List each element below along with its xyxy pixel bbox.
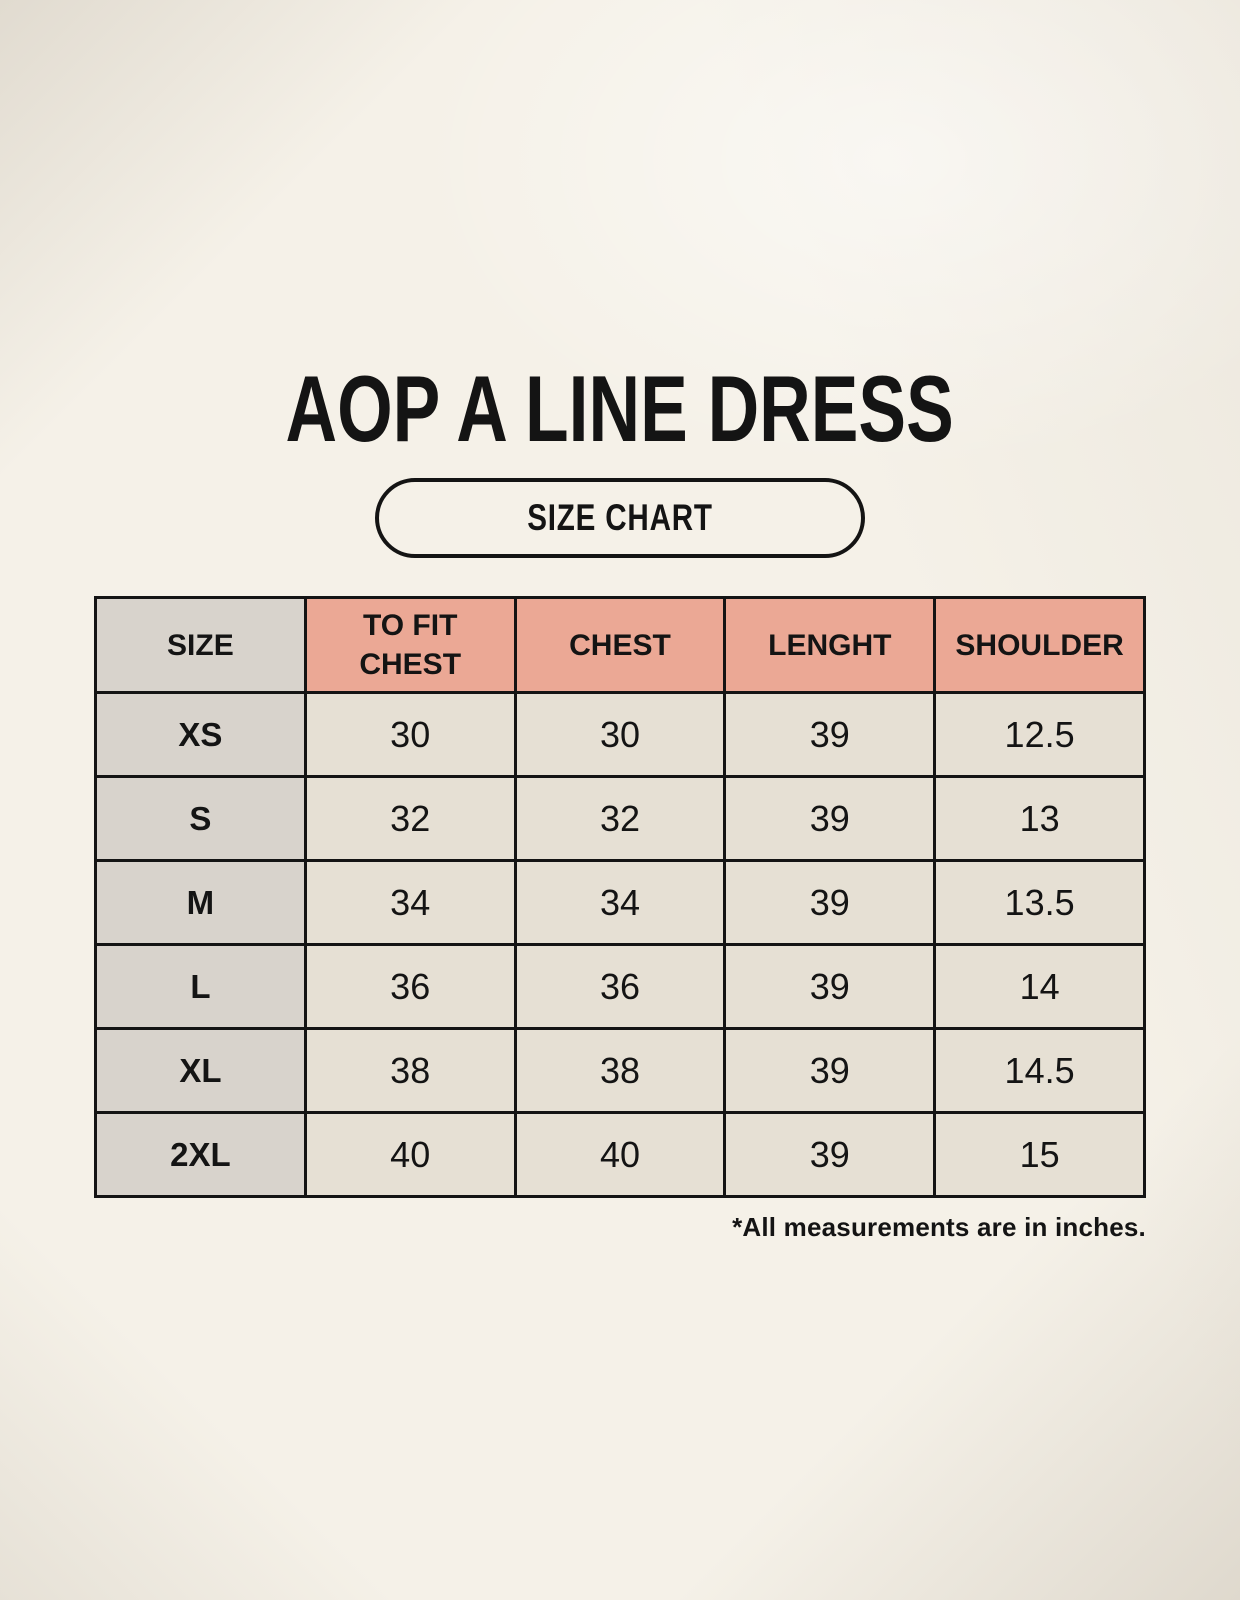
cell-value: 13.5 [935, 861, 1145, 945]
cell-value: 30 [515, 693, 725, 777]
cell-value: 36 [515, 945, 725, 1029]
cell-value: 13 [935, 777, 1145, 861]
table-row-2xl [96, 1113, 1145, 1197]
column-header-to-fit-chest: TO FIT CHEST [305, 598, 515, 693]
column-header-shoulder: SHOULDER [935, 598, 1145, 693]
table-header-row [96, 598, 1145, 693]
cell-value: 32 [305, 777, 515, 861]
size-chart-table [94, 596, 1146, 1198]
cell-value: 32 [515, 777, 725, 861]
cell-value: 14 [935, 945, 1145, 1029]
cell-value: 38 [515, 1029, 725, 1113]
cell-value: 14.5 [935, 1029, 1145, 1113]
column-header-lenght: LENGHT [725, 598, 935, 693]
measurements-note: *All measurements are in inches. [732, 1212, 1146, 1242]
cell-value: 39 [725, 693, 935, 777]
size-chart-badge [375, 478, 865, 558]
cell-value: 30 [305, 693, 515, 777]
table-row-xl [96, 1029, 1145, 1113]
cell-value: 12.5 [935, 693, 1145, 777]
page-title [94, 0, 1146, 461]
page-title-text: AOP A LINE DRESS [285, 356, 955, 461]
cell-value: 39 [725, 1113, 935, 1197]
cell-value: 39 [725, 777, 935, 861]
table-row-l [96, 945, 1145, 1029]
table-row-xs [96, 693, 1145, 777]
cell-value: 40 [515, 1113, 725, 1197]
size-chart-page [94, 0, 1146, 1243]
table-row-m [96, 861, 1145, 945]
size-label: M [96, 861, 306, 945]
cell-value: 39 [725, 861, 935, 945]
column-header-size: SIZE [96, 598, 306, 693]
cell-value: 38 [305, 1029, 515, 1113]
size-label: XL [96, 1029, 306, 1113]
cell-value: 39 [725, 945, 935, 1029]
size-label: L [96, 945, 306, 1029]
cell-value: 39 [725, 1029, 935, 1113]
size-label: S [96, 777, 306, 861]
table-row-s [96, 777, 1145, 861]
cell-value: 36 [305, 945, 515, 1029]
cell-value: 34 [515, 861, 725, 945]
cell-value: 15 [935, 1113, 1145, 1197]
size-chart-badge-label: SIZE CHART [527, 497, 713, 538]
size-label: XS [96, 693, 306, 777]
column-header-chest: CHEST [515, 598, 725, 693]
size-label: 2XL [96, 1113, 306, 1197]
cell-value: 34 [305, 861, 515, 945]
cell-value: 40 [305, 1113, 515, 1197]
